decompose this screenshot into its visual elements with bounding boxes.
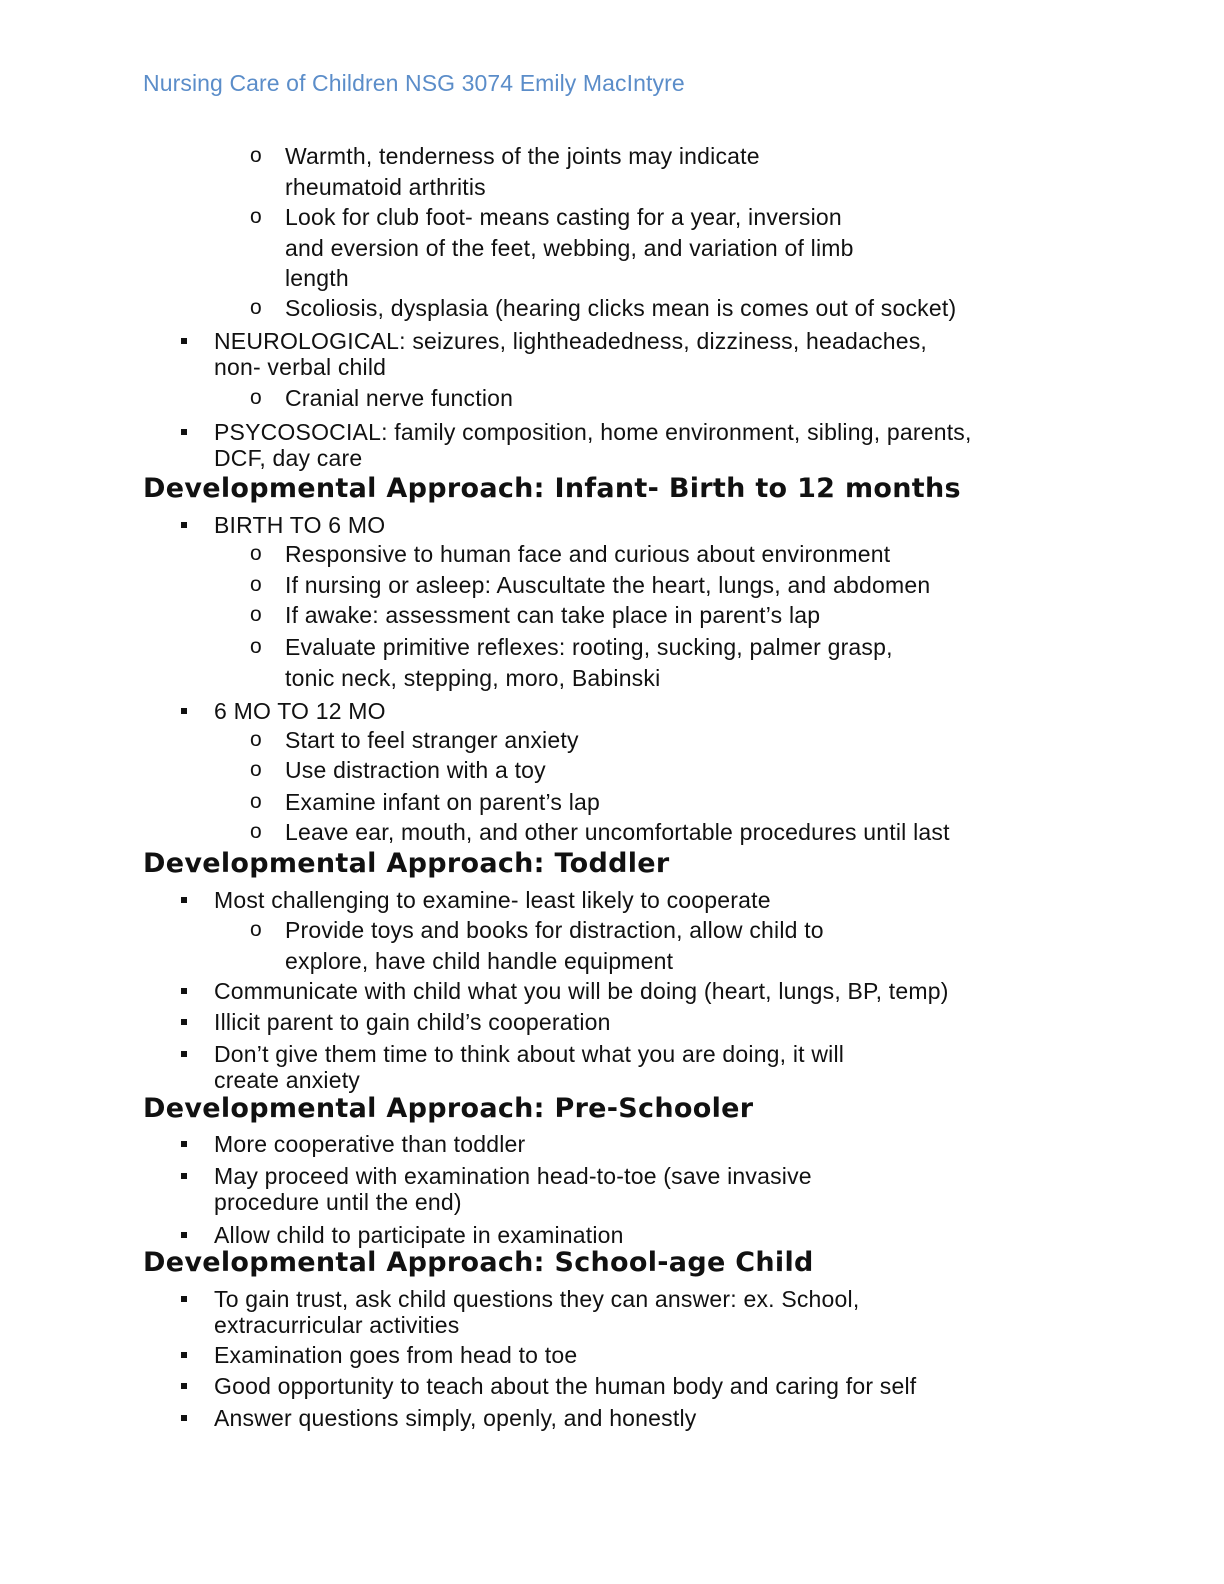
sub-bullet: o	[250, 918, 262, 941]
sub-bullet: o	[250, 205, 262, 228]
list-item: BIRTH TO 6 MO	[214, 512, 386, 538]
list-item: PSYCOSOCIAL: family composition, home environment, sibling, parents,	[214, 419, 972, 445]
sub-bullet: o	[250, 635, 262, 658]
list-item: Allow child to participate in examination	[214, 1222, 624, 1248]
list-item: Provide toys and books for distraction, allow child to	[285, 917, 824, 943]
list-item: Leave ear, mouth, and other uncomfortable procedures until last	[285, 819, 950, 845]
bullet	[181, 522, 187, 528]
list-item: Start to feel stranger anxiety	[285, 727, 579, 753]
list-item: Good opportunity to teach about the human body and caring for self	[214, 1373, 917, 1399]
sub-bullet: o	[250, 542, 262, 565]
bullet	[181, 1232, 187, 1238]
section-heading-toddler: Developmental Approach: Toddler	[143, 848, 670, 879]
sub-bullet: o	[250, 603, 262, 626]
page-header: Nursing Care of Children NSG 3074 Emily MacIntyre	[143, 70, 685, 96]
list-item: NEUROLOGICAL: seizures, lightheadedness, dizziness, headaches,	[214, 328, 927, 354]
sub-bullet: o	[250, 728, 262, 751]
sub-bullet: o	[250, 790, 262, 813]
list-item: If nursing or asleep: Auscultate the heart, lungs, and abdomen	[285, 572, 931, 598]
list-item: More cooperative than toddler	[214, 1131, 526, 1157]
list-item-cont: DCF, day care	[214, 445, 363, 471]
list-item: Illicit parent to gain child’s cooperation	[214, 1009, 611, 1035]
list-item-cont: create anxiety	[214, 1067, 360, 1093]
bullet	[181, 708, 187, 714]
sub-bullet: o	[250, 386, 262, 409]
bullet	[181, 897, 187, 903]
list-item-cont: tonic neck, stepping, moro, Babinski	[285, 665, 661, 691]
bullet	[181, 1296, 187, 1302]
list-item: Scoliosis, dysplasia (hearing clicks mean is comes out of socket)	[285, 295, 957, 321]
list-item: Warmth, tenderness of the joints may indicate	[285, 143, 760, 169]
bullet	[181, 429, 187, 435]
list-item-cont: explore, have child handle equipment	[285, 948, 674, 974]
bullet	[181, 1019, 187, 1025]
bullet	[181, 1141, 187, 1147]
list-item: Most challenging to examine- least likely to cooperate	[214, 887, 771, 913]
list-item: Look for club foot- means casting for a year, inversion	[285, 204, 842, 230]
sub-bullet: o	[250, 296, 262, 319]
list-item: Cranial nerve function	[285, 385, 514, 411]
list-item: Responsive to human face and curious about environment	[285, 541, 891, 567]
list-item-cont: length	[285, 265, 349, 291]
list-item: Use distraction with a toy	[285, 757, 546, 783]
list-item: To gain trust, ask child questions they can answer: ex. School,	[214, 1286, 860, 1312]
list-item: If awake: assessment can take place in parent’s lap	[285, 602, 821, 628]
bullet	[181, 1415, 187, 1421]
list-item: Examination goes from head to toe	[214, 1342, 578, 1368]
sub-bullet: o	[250, 144, 262, 167]
list-item-cont: non- verbal child	[214, 354, 387, 380]
list-item-cont: and eversion of the feet, webbing, and variation of limb	[285, 235, 854, 261]
list-item-cont: rheumatoid arthritis	[285, 174, 486, 200]
sub-bullet: o	[250, 820, 262, 843]
bullet	[181, 1352, 187, 1358]
list-item-cont: extracurricular activities	[214, 1312, 460, 1338]
list-item: Communicate with child what you will be doing (heart, lungs, BP, temp)	[214, 978, 949, 1004]
bullet	[181, 1051, 187, 1057]
list-item: Don’t give them time to think about what you are doing, it will	[214, 1041, 845, 1067]
bullet	[181, 1383, 187, 1389]
bullet	[181, 988, 187, 994]
list-item: Evaluate primitive reflexes: rooting, sucking, palmer grasp,	[285, 634, 893, 660]
list-item: May proceed with examination head-to-toe (save invasive	[214, 1163, 812, 1189]
list-item-cont: procedure until the end)	[214, 1189, 462, 1215]
bullet	[181, 1173, 187, 1179]
list-item: Examine infant on parent’s lap	[285, 789, 600, 815]
bullet	[181, 338, 187, 344]
sub-bullet: o	[250, 758, 262, 781]
section-heading-infant: Developmental Approach: Infant- Birth to 12 months	[143, 473, 961, 504]
list-item: Answer questions simply, openly, and honestly	[214, 1405, 697, 1431]
list-item: 6 MO TO 12 MO	[214, 698, 386, 724]
section-heading-school-age: Developmental Approach: School-age Child	[143, 1247, 814, 1278]
section-heading-preschooler: Developmental Approach: Pre-Schooler	[143, 1093, 754, 1124]
sub-bullet: o	[250, 573, 262, 596]
